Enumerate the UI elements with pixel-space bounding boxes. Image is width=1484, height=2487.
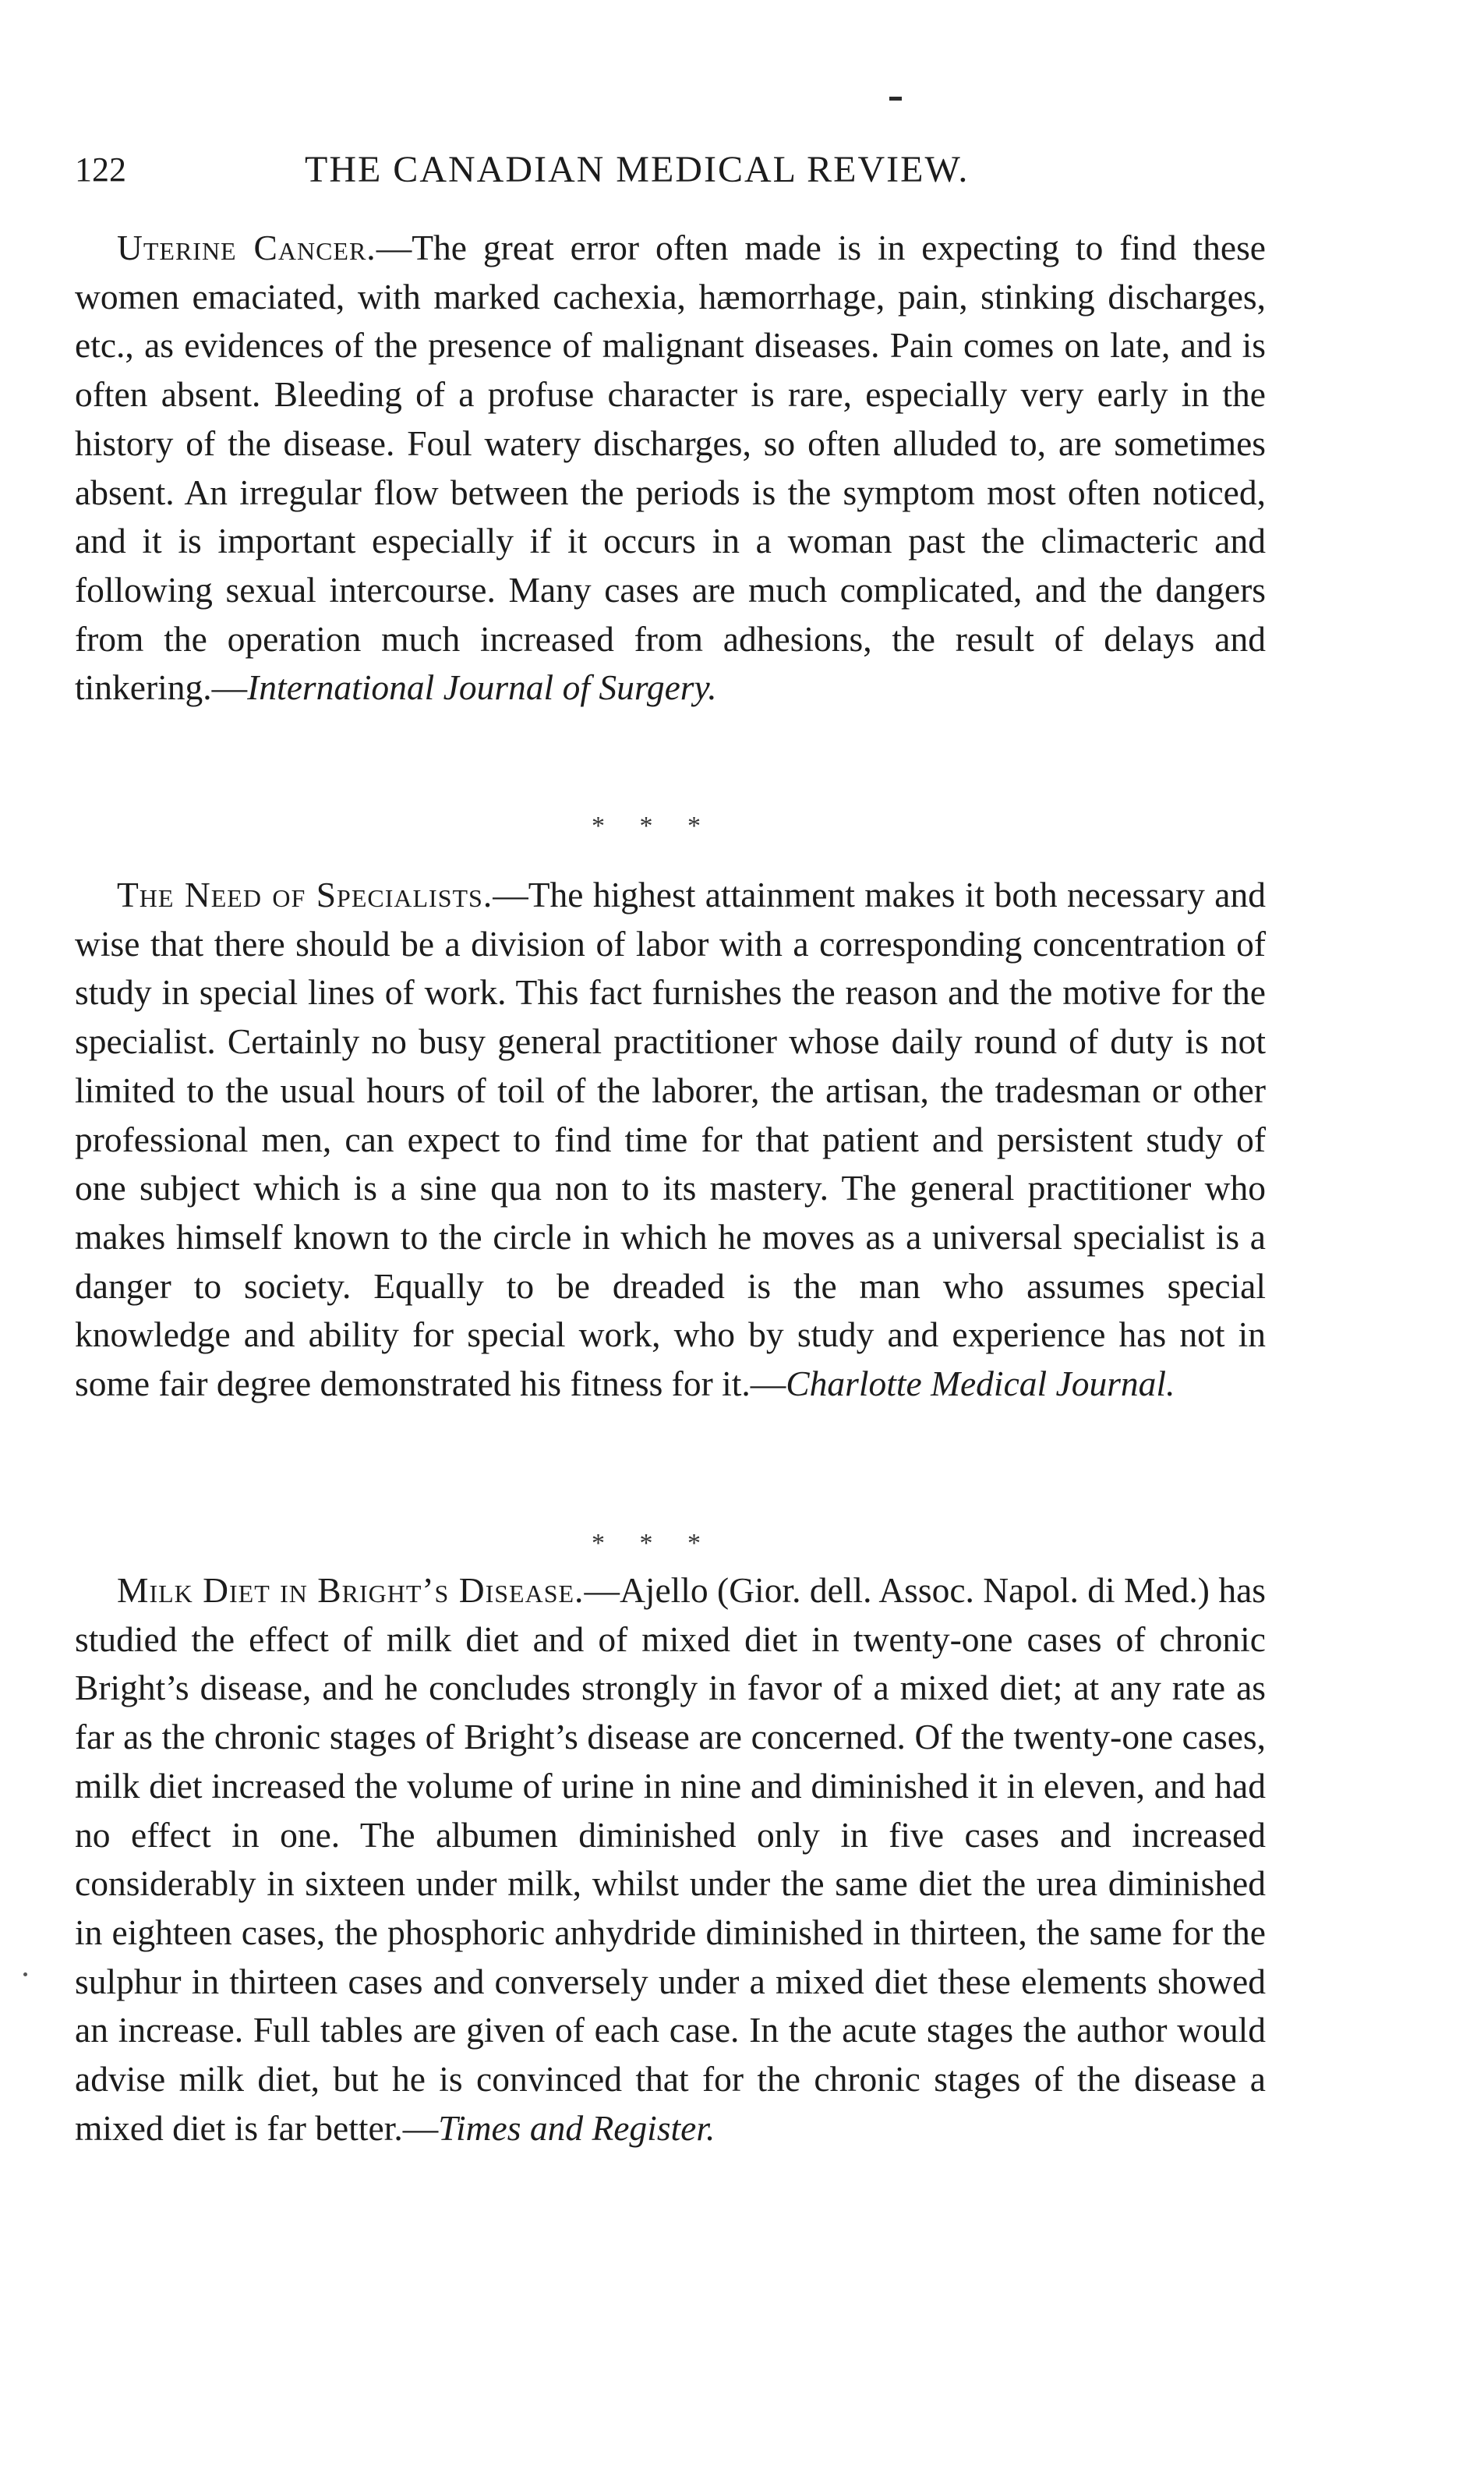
section-separator: * * *	[592, 1529, 715, 1558]
article-body: —The great error often made is in expecting to find these women emaciated, with marked cachexia, hæmorrhage, pain, stinking discharges, etc., as evidences of the presence of malignant diseases. Pain comes on late, and is often absent. Bleeding of a profuse character is rare, especially very early in the history of the disease. Foul watery discharges, so often alluded to, are sometimes absent. An irregular flow between the periods is the symptom most often noticed, and it is important especially if it occurs in a woman past the climacteric and following sexual intercourse. Many cases are much complicated, and the dangers from the operation much increased from adhesions, the result of delays and tinkering.—	[75, 228, 1266, 708]
article-source: Times and Register.	[438, 2107, 716, 2148]
print-mark	[889, 97, 902, 101]
article-source: Charlotte Medical Journal.	[786, 1364, 1175, 1404]
article-paragraph	[75, 871, 1266, 1409]
article-source: International Journal of Surgery.	[247, 667, 717, 708]
running-title: THE CANADIAN MEDICAL REVIEW.	[305, 149, 970, 190]
article-paragraph	[75, 1566, 1266, 2153]
article-body: —Ajello (Gior. dell. Assoc. Napol. di Med.) has studied the effect of milk diet and of mixed diet in twenty-one cases of chronic Bright’s disease, and he concludes strongly in favor of a mixed diet; at any rate as far as the chronic stages of Bright’s disease are concerned. Of the twenty-one cases, milk diet increased the volume of urine in nine and diminished it in eleven, and had no effect in one. The albumen diminished only in five cases and increased considerably in sixteen under milk, whilst under the same diet the urea diminished in eighteen cases, the phosphoric anhydride diminished in thirteen, the same for the sulphur in thirteen cases and conversely under a mixed diet these elements showed an increase. Full tables are given of each case. In the acute stages the author would advise milk diet, but he is convinced that for the chronic stages of the disease a mixed diet is far better.—	[75, 1570, 1266, 2148]
page-header	[75, 147, 1291, 193]
article-paragraph	[75, 224, 1266, 713]
article-need-of-specialists	[75, 871, 1266, 1409]
margin-speck	[23, 1972, 27, 1976]
article-uterine-cancer	[75, 224, 1266, 713]
section-separator: * * *	[592, 812, 715, 840]
article-heading: Milk Diet in Bright’s Disease.	[117, 1570, 585, 1610]
page-number: 122	[75, 150, 126, 189]
article-milk-diet	[75, 1566, 1266, 2153]
article-heading: The Need of Specialists.	[117, 875, 493, 914]
article-heading: Uterine Cancer.	[117, 228, 376, 267]
article-body: —The highest attainment makes it both necessary and wise that there should be a division of labor with a corresponding concentration of study in special lines of work. This fact furnishes the reason and the motive for the specialist. Certainly no busy general practitioner whose daily round of duty is not limited to the usual hours of toil of the laborer, the artisan, the tradesman or other professional men, can expect to find time for that patient and persistent study of one subject which is a sine qua non to its mastery. The general practitioner who makes himself known to the circle in which he moves as a universal specialist is a danger to society. Equally to be dreaded is the man who assumes special knowledge and ability for special work, who by study and experience has not in some fair degree demonstrated his fitness for it.—	[75, 875, 1266, 1404]
